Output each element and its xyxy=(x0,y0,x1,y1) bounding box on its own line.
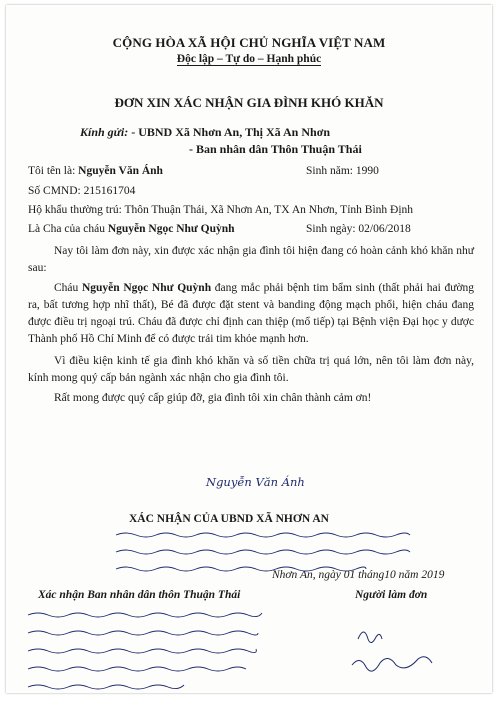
nation-header: CỘNG HÒA XÃ HỘI CHỦ NGHĨA VIỆT NAM xyxy=(112,35,386,50)
child-name: Nguyễn Ngọc Như Quỳnh xyxy=(107,223,235,235)
document-title: ĐƠN XIN XÁC NHẬN GIA ĐÌNH KHÓ KHĂN xyxy=(114,95,384,110)
recipient-commune: - UBND Xã Nhơn An, Thị Xã An Nhơn xyxy=(131,125,331,139)
condition-prefix: Cháu xyxy=(54,282,79,294)
id-label: Số CMND: xyxy=(28,185,81,197)
applicant-handwritten-name-text: Nguyễn Văn Ánh xyxy=(206,475,305,489)
relation-label: Là Cha của cháu xyxy=(28,223,105,235)
condition-text: đang mắc phải bệnh tim bẩm sinh (thất phải hai đường ra, bất tương hợp nhĩ thất), Bé đã được đặt stent và banding động mạch phổi, hiện cháu đang được điều trị ngoại trú. Cháu đã được chỉ định can thiệp (mổ tiếp) tại Bệnh viện Đại học y dược Thành phố Hồ Chí Minh để có được trái tim khỏe mạnh hơn. xyxy=(28,282,475,345)
residence-label: Hộ khẩu thường trú: xyxy=(28,204,122,216)
child-birth-label: Sinh ngày: xyxy=(306,223,356,235)
paragraph-reason: Vì điều kiện kinh tế gia đình khó khăn và số tiền chữa trị quá lớn, nên tôi làm đơn này, kính mong quý cấp bản ngành xác nhận cho gia đình tôi. xyxy=(28,355,474,384)
commune-layer xyxy=(6,5,492,693)
condition-child-name: Nguyễn Ngọc Như Quỳnh xyxy=(81,282,212,294)
birth-year: 1990 xyxy=(355,165,379,177)
birth-label: Sinh năm: xyxy=(306,165,353,177)
village-confirm-label: Xác nhận Ban nhân dân thôn Thuận Thái xyxy=(38,589,241,601)
child-birth: 02/06/2018 xyxy=(358,223,411,235)
id-number: 215161704 xyxy=(83,185,136,197)
commune-handwritten-note xyxy=(116,533,410,571)
signing-date: Nhơn An, ngày 01 tháng10 năm 2019 xyxy=(272,569,445,581)
paragraph-thanks: Rất mong được quý cấp giúp đỡ, gia đình tôi xin chân thành cảm ơn! xyxy=(54,392,372,404)
document-page xyxy=(6,5,492,693)
paragraph-request: Nay tôi làm đơn này, xin được xác nhận gia đình tôi hiện đang có hoàn cảnh khó khăn như sau: xyxy=(28,245,474,274)
recipient-label: Kính gửi: xyxy=(80,125,129,139)
motto-text: Độc lập – Tự do – Hạnh phúc xyxy=(176,53,322,65)
applicant-label: Người làm đơn xyxy=(355,589,428,601)
recipient-line-2: - Ban nhân dân Thôn Thuận Thái xyxy=(189,142,362,156)
applicant-name: Nguyễn Văn Ánh xyxy=(78,165,163,177)
commune-confirm-title: XÁC NHẬN CỦA UBND XÃ NHƠN AN xyxy=(129,513,329,525)
residence: Thôn Thuận Thái, Xã Nhơn An, TX An Nhơn, Tỉnh Bình Định xyxy=(124,204,414,216)
name-label: Tôi tên là: xyxy=(28,165,76,177)
